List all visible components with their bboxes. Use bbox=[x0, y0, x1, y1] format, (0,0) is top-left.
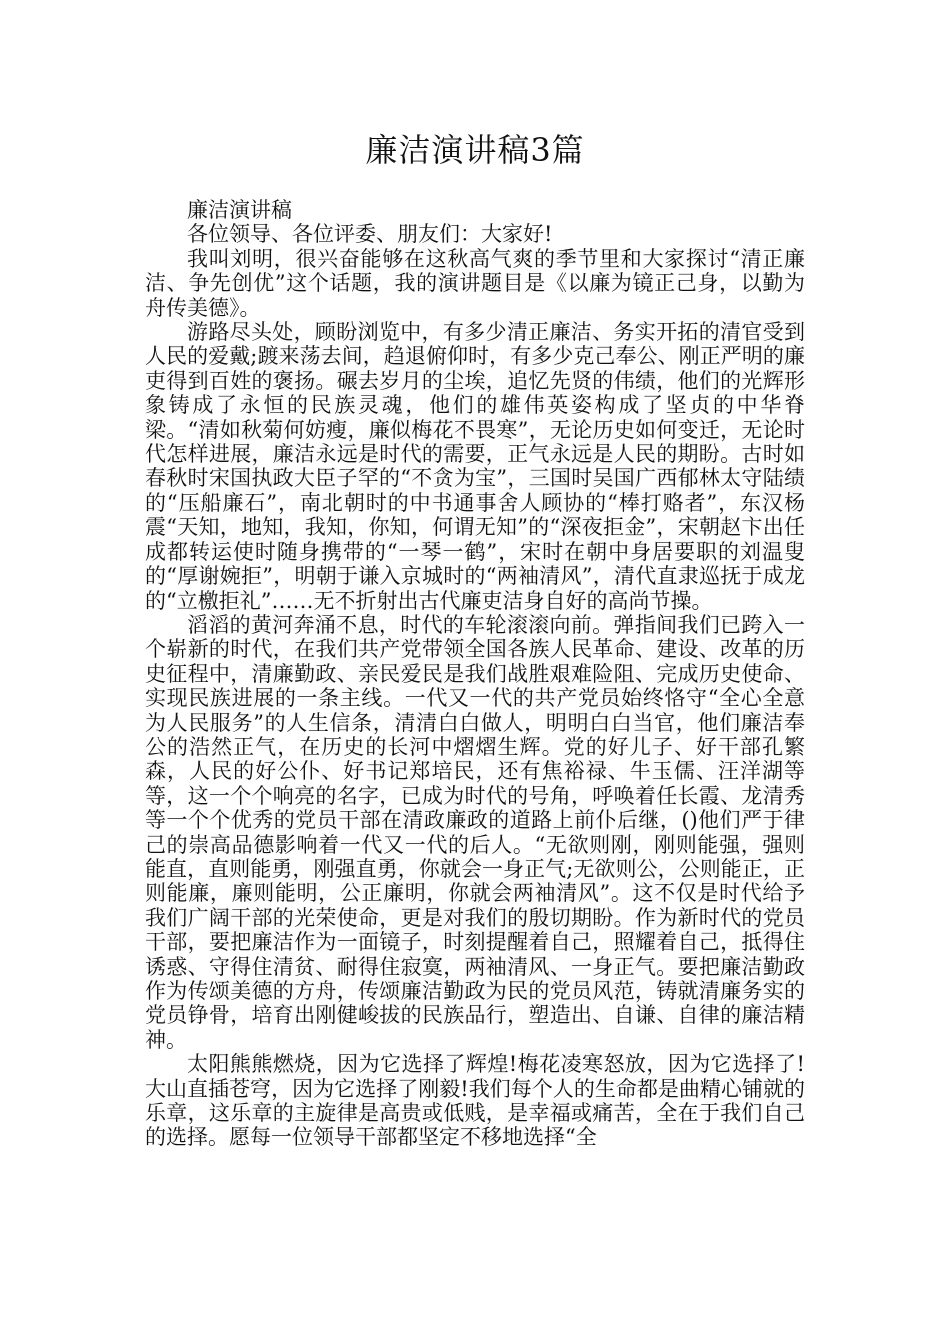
history-paragraph: 游路尽头处，顾盼浏览中，有多少清正廉洁、务实开拓的清官受到人民的爱戴;踱来荡去间，趋退俯仰时，有多少克己奉公、刚正严明的廉吏得到百姓的褒扬。碾去岁月的尘埃，追忆先贤的伟绩，他们的光辉形象铸成了永恒的民族灵魂，他们的雄伟英姿构成了坚贞的中华脊梁。“清如秋菊何妨瘦，廉似梅花不畏寒”，无论历史如何变迁，无论时代怎样进展，廉洁永远是时代的需要，正气永远是人民的期盼。古时如春秋时宋国执政大臣子罕的“不贪为宝”，三国时吴国广西郁林太守陆绩的“压船廉石”，南北朝时的中书通事舍人顾协的“棒打赂者”，东汉杨震“天知，地知，我知，你知，何谓无知”的“深夜拒金”，宋朝赵卞出任成都转运使时随身携带的“一琴一鹤”，宋时在朝中身居要职的刘温叟的“厚谢婉拒”，明朝于谦入京城时的“两袖清风”，清代直隶巡抚于成龙的“立檄拒礼”……无不折射出古代廉吏洁身自好的高尚节操。 bbox=[145, 320, 805, 613]
intro-paragraph: 我叫刘明，很兴奋能够在这秋高气爽的季节里和大家探讨“清正廉洁、争先创优”这个话题，我的演讲题目是《以廉为镜正己身，以勤为舟传美德》。 bbox=[145, 246, 805, 320]
era-paragraph: 滔滔的黄河奔涌不息，时代的车轮滚滚向前。弹指间我们已跨入一个崭新的时代，在我们共产党带领全国各族人民革命、建设、改革的历史征程中，清廉勤政、亲民爱民是我们战胜艰难险阻、完成历史使命、实现民族进展的一条主线。一代又一代的共产党员始终恪守“全心全意为人民服务”的人生信条，清清白白做人，明明白白当官，他们廉洁奉公的浩然正气，在历史的长河中熠熠生辉。党的好儿子、好干部孔繁森，人民的好公仆、好书记郑培民，还有焦裕禄、牛玉儒、汪洋湖等等，这一个个响亮的名字，已成为时代的号角，呼唤着任长霞、龙清秀等一个个优秀的党员干部在清政廉政的道路上前仆后继，()他们严于律己的崇高品德影响着一代又一代的后人。“无欲则刚，刚则能强，强则能直，直则能勇，刚强直勇，你就会一身正气;无欲则公，公则能正，正则能廉，廉则能明，公正廉明，你就会两袖清风”。这不仅是时代给予我们广阔干部的光荣使命，更是对我们的殷切期盼。作为新时代的党员干部，要把廉洁作为一面镜子，时刻提醒着自己，照耀着自己，抵得住诱惑、守得住清贫、耐得住寂寞，两袖清风、一身正气。要把廉洁勤政作为传颂美德的方舟，传颂廉洁勤政为民的党员风范，铸就清廉务实的党员铮骨，培育出刚健峻拔的民族品行，塑造出、自谦、自律的廉洁精神。 bbox=[145, 612, 805, 1052]
choice-paragraph: 太阳熊熊燃烧，因为它选择了辉煌!梅花凌寒怒放，因为它选择了!大山直插苍穹，因为它选择了刚毅!我们每个人的生命都是曲精心铺就的乐章，这乐章的主旋律是高贵或低贱，是幸福或痛苦，全在于我们自己的选择。愿每一位领导干部都坚定不移地选择“全 bbox=[145, 1052, 805, 1150]
greeting-paragraph: 各位领导、各位评委、朋友们：大家好! bbox=[187, 222, 553, 247]
document-title: 廉洁演讲稿3篇 bbox=[365, 131, 585, 169]
speech-subtitle: 廉洁演讲稿 bbox=[187, 198, 292, 222]
document-body bbox=[145, 198, 805, 1150]
